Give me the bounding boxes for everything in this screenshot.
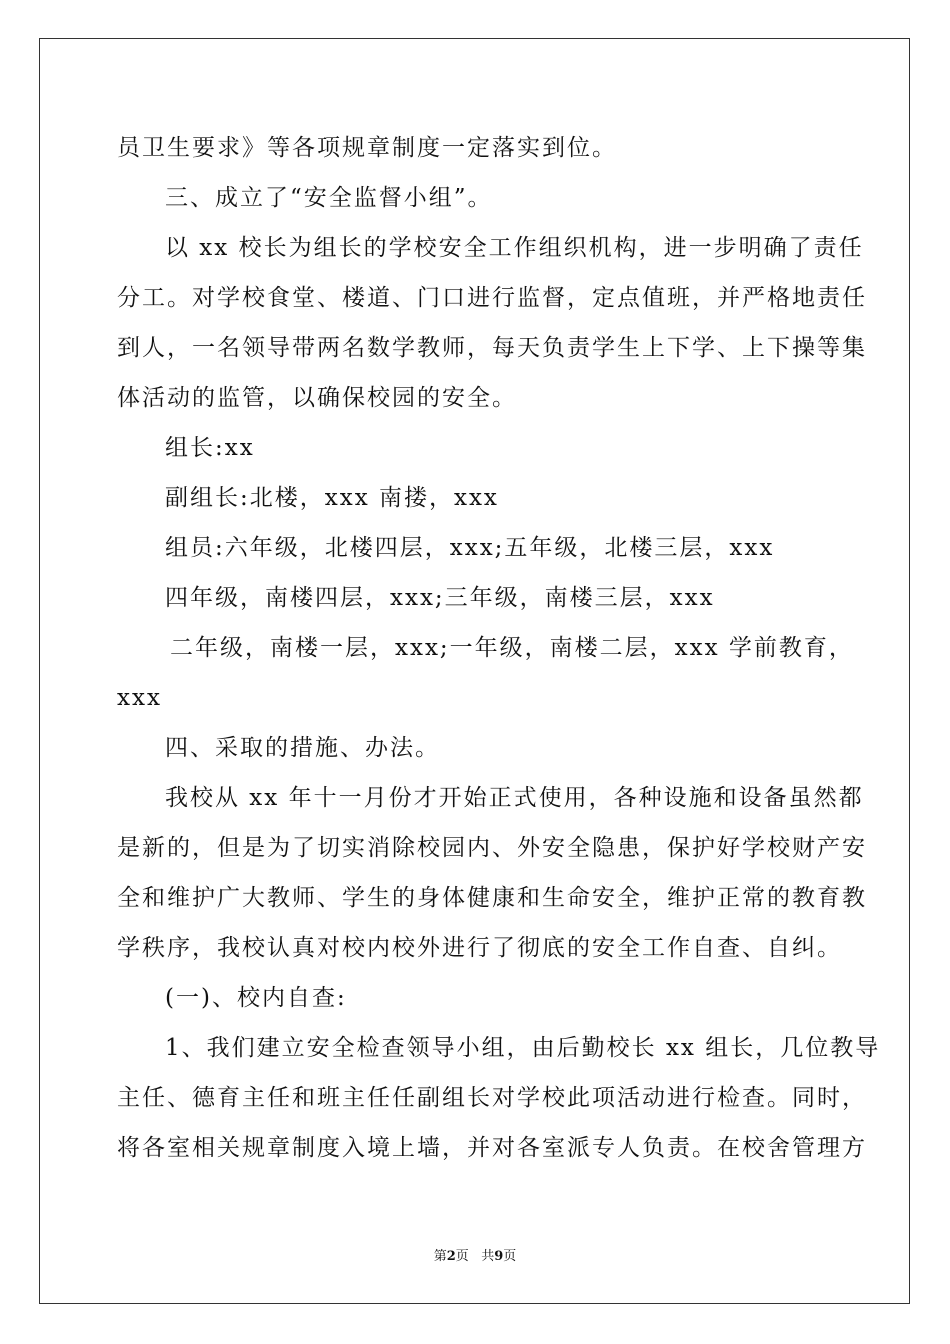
paragraph-line: 是新的，但是为了切实消除校园内、外安全隐患，保护好学校财产安	[117, 835, 867, 861]
deputy-leader-line: 副组长:北楼，xxx 南搂，xxx	[165, 485, 499, 511]
section-heading: 四、采取的措施、办法。	[165, 735, 440, 761]
paragraph-line: 全和维护广大教师、学生的身体健康和生命安全，维护正常的教育教	[117, 885, 867, 911]
paragraph-line: 分工。对学校食堂、楼道、门口进行监督，定点值班，并严格地责任	[117, 285, 867, 311]
paragraph-line: 主任、德育主任和班主任任副组长对学校此项活动进行检查。同时，	[117, 1085, 867, 1111]
paragraph-line: 体活动的监管，以确保校园的安全。	[117, 385, 517, 411]
group-leader-line: 组长:xx	[165, 435, 255, 461]
members-line: 二年级，南楼一层，xxx;一年级，南楼二层，xxx 学前教育，	[170, 635, 854, 661]
paragraph-line: xxx	[117, 685, 162, 711]
members-line: 组员:六年级，北楼四层，xxx;五年级，北楼三层，xxx	[165, 535, 775, 561]
page-border	[39, 38, 910, 1304]
footer-mid: 页 共	[455, 1249, 495, 1264]
footer-prefix: 第	[433, 1249, 447, 1264]
current-page-number: 2	[446, 1249, 456, 1264]
paragraph-line: 员卫生要求》等各项规章制度一定落实到位。	[117, 135, 617, 161]
paragraph-line: 我校从 xx 年十一月份才开始正式使用，各种设施和设备虽然都	[165, 785, 864, 811]
total-page-number: 9	[494, 1249, 504, 1264]
paragraph-line: 学秩序，我校认真对校内校外进行了彻底的安全工作自查、自纠。	[117, 935, 842, 961]
footer-suffix: 页	[503, 1249, 517, 1264]
paragraph-line: 到人，一名领导带两名数学教师，每天负责学生上下学、上下操等集	[117, 335, 867, 361]
paragraph-line: 以 xx 校长为组长的学校安全工作组织机构，进一步明确了责任	[165, 235, 864, 261]
paragraph-line: 将各室相关规章制度入境上墙，并对各室派专人负责。在校舍管理方	[117, 1135, 867, 1161]
subsection-heading: (一)、校内自查:	[165, 985, 347, 1011]
page-footer	[0, 1248, 950, 1266]
members-line: 四年级，南楼四层，xxx;三年级，南楼三层，xxx	[165, 585, 715, 611]
section-heading: 三、成立了“安全监督小组”。	[165, 185, 493, 211]
paragraph-line: 1、我们建立安全检查领导小组，由后勤校长 xx 组长，几位教导	[165, 1035, 881, 1061]
